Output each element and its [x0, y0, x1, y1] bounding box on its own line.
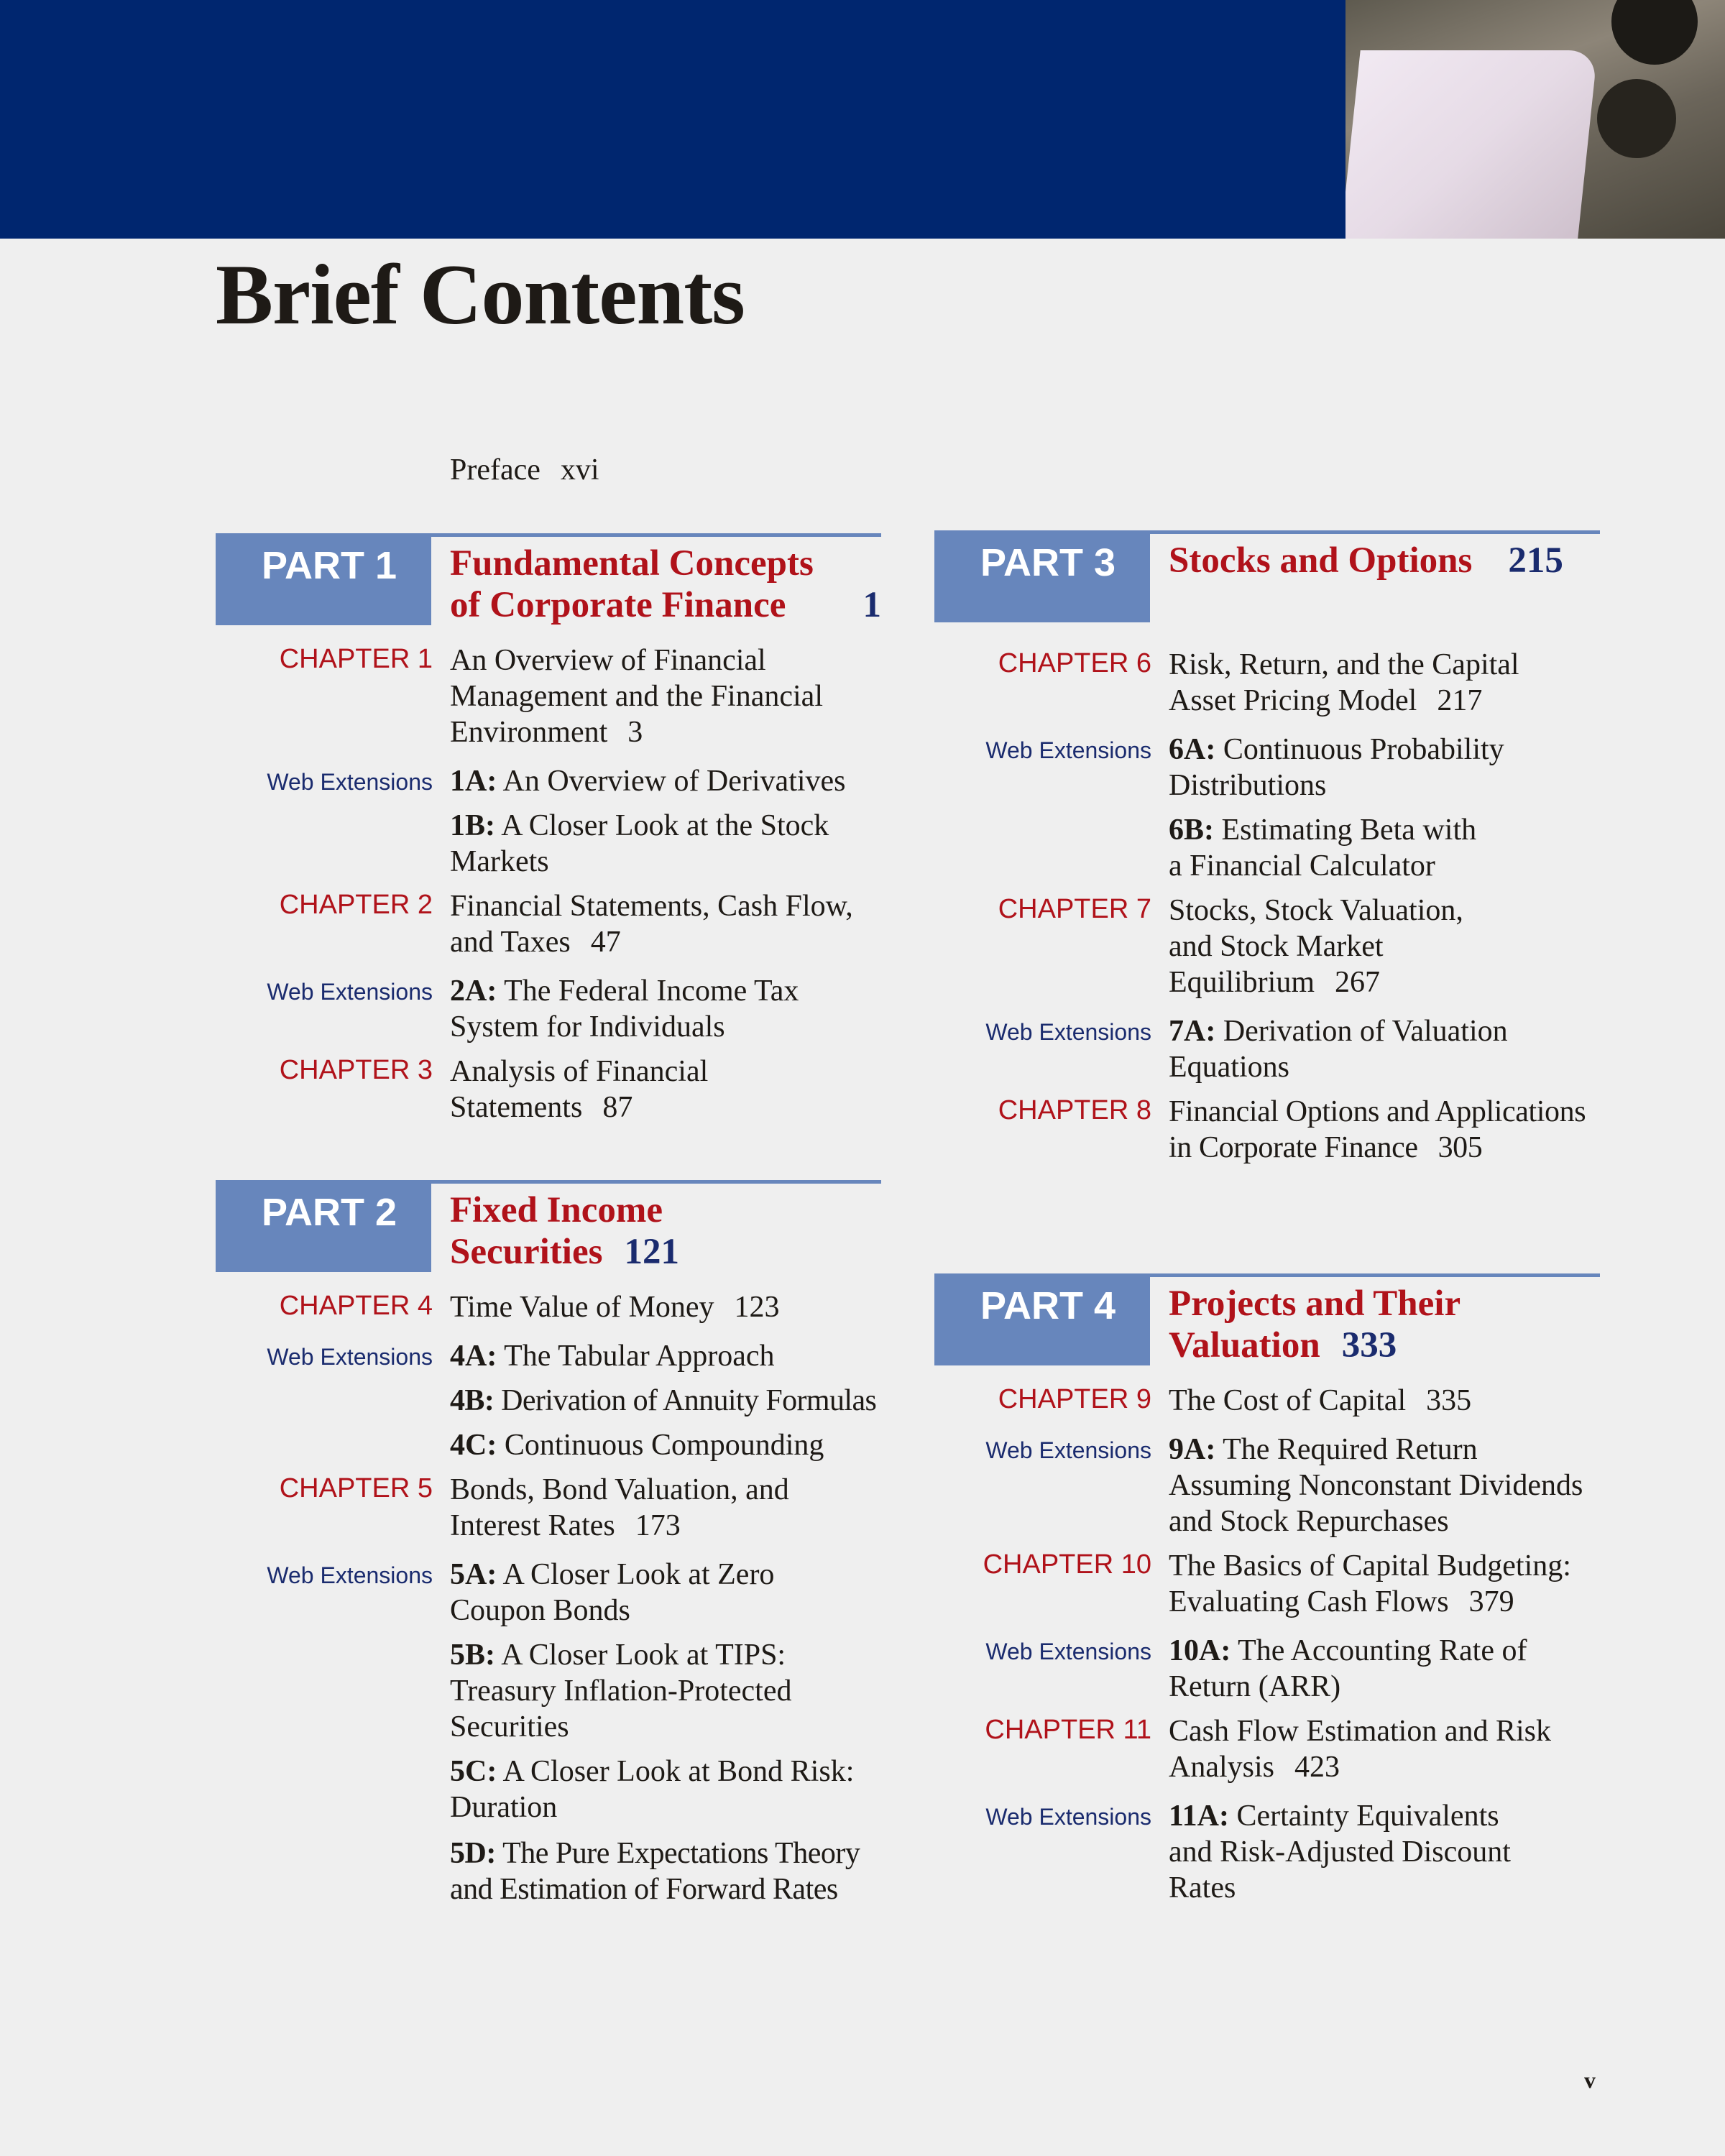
- web-extensions-label: Web Extensions: [985, 737, 1151, 763]
- part-header: [934, 530, 1600, 622]
- chapter-label: CHAPTER 4: [279, 1291, 433, 1321]
- entry-line: and Stock Repurchases: [1169, 1505, 1449, 1538]
- entry-code: 4C:: [450, 1429, 497, 1462]
- entry-line: A Closer Look at Bond Risk:: [502, 1755, 855, 1788]
- toc-entry-web: [267, 973, 799, 1045]
- part-title-line: Fixed Income: [450, 1190, 663, 1230]
- entry-line: Time Value of Money: [450, 1291, 714, 1324]
- entry-code: 7A:: [1169, 1015, 1216, 1048]
- chapter-label: CHAPTER 11: [985, 1715, 1151, 1745]
- toc-entry-chapter: [998, 1383, 1472, 1419]
- toc-entry-chapter: [985, 1713, 1552, 1785]
- entry-page: 123: [734, 1291, 780, 1324]
- entry-page: 47: [590, 926, 621, 959]
- entry-code: 11A:: [1169, 1800, 1229, 1833]
- entry-line: Derivation of Valuation: [1223, 1015, 1508, 1048]
- entry-code: 5C:: [450, 1755, 497, 1788]
- entry-page: 423: [1294, 1751, 1340, 1784]
- chapter-label: CHAPTER 7: [998, 894, 1151, 924]
- chapter-label: CHAPTER 8: [998, 1095, 1151, 1125]
- entry-line: Statements: [450, 1091, 583, 1124]
- part-page: 121: [624, 1232, 679, 1272]
- entry-line: The Pure Expectations Theory: [502, 1837, 860, 1870]
- toc-entry-chapter: [998, 647, 1519, 719]
- entry-line: The Cost of Capital: [1169, 1384, 1407, 1417]
- part-header: [934, 1273, 1600, 1365]
- toc-entry-web: [450, 808, 829, 880]
- entry-line: The Accounting Rate of: [1238, 1634, 1527, 1667]
- toc-entry-web: [450, 1835, 860, 1907]
- entry-line: Bonds, Bond Valuation, and: [450, 1473, 789, 1506]
- entry-line: Treasury Inflation-Protected: [450, 1674, 792, 1708]
- part-header: [216, 1180, 881, 1272]
- entry-line: A Closer Look at the Stock: [501, 809, 829, 842]
- entry-page: 173: [635, 1509, 681, 1542]
- entry-line: Analysis: [1169, 1751, 1274, 1784]
- entry-line: Stocks, Stock Valuation,: [1169, 894, 1463, 927]
- entry-line: Continuous Compounding: [504, 1429, 824, 1462]
- entry-line: The Basics of Capital Budgeting:: [1169, 1549, 1571, 1583]
- entry-line: The Tabular Approach: [504, 1340, 775, 1373]
- preface-label: Preface: [450, 453, 540, 487]
- toc-entry-web: [985, 1013, 1508, 1085]
- entry-line: and Stock Market: [1169, 930, 1384, 963]
- entry-line: Equations: [1169, 1051, 1289, 1084]
- entry-line: An Overview of Derivatives: [502, 765, 846, 798]
- part-page: 215: [1508, 540, 1563, 581]
- toc-entry-web: [267, 1338, 775, 1374]
- part-label: PART 3: [934, 530, 1150, 622]
- entry-line: Coupon Bonds: [450, 1594, 630, 1627]
- chapter-label: CHAPTER 6: [998, 648, 1151, 678]
- entry-code: 1B:: [450, 809, 495, 842]
- part-page: 1: [862, 585, 881, 625]
- entry-line: Assuming Nonconstant Dividends: [1169, 1469, 1583, 1502]
- web-extensions-label: Web Extensions: [985, 1804, 1151, 1830]
- part-label: PART 1: [216, 533, 431, 625]
- chapter-label: CHAPTER 1: [279, 644, 433, 674]
- entry-line: The Required Return: [1223, 1433, 1478, 1466]
- entry-line: and Estimation of Forward Rates: [450, 1873, 838, 1906]
- entry-code: 6A:: [1169, 733, 1216, 766]
- entry-line: Management and the Financial: [450, 680, 823, 713]
- toc-entry-chapter: [279, 1472, 789, 1544]
- entry-line: Financial Options and Applications: [1169, 1095, 1586, 1128]
- web-extensions-label: Web Extensions: [267, 979, 433, 1005]
- chapter-label: CHAPTER 5: [279, 1473, 433, 1503]
- entry-line: Evaluating Cash Flows: [1169, 1585, 1449, 1618]
- entry-line: Interest Rates: [450, 1509, 615, 1542]
- web-extensions-label: Web Extensions: [267, 1562, 433, 1588]
- toc-entry-web: [450, 1637, 792, 1745]
- entry-code: 5A:: [450, 1558, 497, 1591]
- entry-line: Financial Statements, Cash Flow,: [450, 890, 853, 923]
- entry-page: 267: [1335, 966, 1380, 999]
- entry-code: 4A:: [450, 1340, 497, 1373]
- photo-box-shape: [1346, 50, 1598, 239]
- entry-line: The Federal Income Tax: [504, 975, 799, 1008]
- part-title-line: Projects and Their: [1169, 1284, 1461, 1324]
- entry-line: and Risk-Adjusted Discount: [1169, 1835, 1511, 1869]
- entry-code: 1A:: [450, 765, 497, 798]
- entry-line: in Corporate Finance: [1169, 1131, 1418, 1164]
- part-title-line: of Corporate Finance: [450, 585, 786, 625]
- entry-line: Cash Flow Estimation and Risk: [1169, 1715, 1552, 1748]
- part-page: 333: [1341, 1325, 1397, 1365]
- part-title: [1150, 1273, 1600, 1365]
- part-title: [1150, 530, 1600, 622]
- page-number: v: [1584, 2067, 1596, 2093]
- entry-line: Continuous Probability: [1223, 733, 1504, 766]
- toc-entry-chapter: [998, 1094, 1586, 1166]
- part-label: PART 2: [216, 1180, 431, 1272]
- entry-line: Duration: [450, 1791, 558, 1824]
- toc-entry-web: [267, 1557, 775, 1628]
- entry-code: 5B:: [450, 1639, 495, 1672]
- entry-line: Derivation of Annuity Formulas: [501, 1384, 877, 1417]
- toc-entry-web: [1169, 812, 1476, 884]
- entry-line: Environment: [450, 716, 608, 749]
- entry-line: and Taxes: [450, 926, 571, 959]
- toc-entry-web: [450, 1754, 854, 1825]
- entry-line: A Closer Look at TIPS:: [501, 1639, 786, 1672]
- toc-entry-web: [450, 1383, 876, 1419]
- entry-line: Asset Pricing Model: [1169, 684, 1417, 717]
- toc-entry-web: [985, 732, 1504, 803]
- part-title: [431, 1180, 881, 1272]
- entry-line: Securities: [450, 1710, 569, 1743]
- toc-entry-chapter: [998, 893, 1463, 1000]
- web-extensions-label: Web Extensions: [267, 769, 433, 795]
- header-banner: [0, 0, 1346, 239]
- web-extensions-label: Web Extensions: [985, 1639, 1151, 1664]
- entry-page: 305: [1438, 1131, 1483, 1164]
- preface-page: xvi: [560, 453, 599, 487]
- part-label: PART 4: [934, 1273, 1150, 1365]
- chapter-label: CHAPTER 2: [279, 890, 433, 920]
- preface-entry: [450, 453, 599, 487]
- entry-code: 6B:: [1169, 814, 1214, 847]
- photo-shadow-shape: [1597, 79, 1676, 158]
- toc-entry-chapter: [279, 1289, 780, 1325]
- chapter-label: CHAPTER 10: [983, 1549, 1151, 1580]
- entry-page: 87: [602, 1091, 633, 1124]
- entry-code: 9A:: [1169, 1433, 1216, 1466]
- header-photo: [1346, 0, 1725, 239]
- entry-line: Markets: [450, 845, 549, 878]
- entry-line: Analysis of Financial: [450, 1055, 709, 1088]
- entry-line: Certainty Equivalents: [1236, 1800, 1499, 1833]
- part-title-line: Stocks and Options: [1169, 540, 1473, 581]
- chapter-label: CHAPTER 9: [998, 1384, 1151, 1414]
- entry-line: Return (ARR): [1169, 1670, 1341, 1703]
- toc-entry-chapter: [279, 1054, 709, 1125]
- entry-page: 3: [627, 716, 643, 749]
- entry-line: Rates: [1169, 1871, 1236, 1904]
- toc-entry-web: [450, 1427, 824, 1463]
- toc-entry-web: [985, 1432, 1583, 1539]
- entry-line: a Financial Calculator: [1169, 849, 1435, 883]
- entry-code: 10A:: [1169, 1634, 1231, 1667]
- web-extensions-label: Web Extensions: [985, 1019, 1151, 1045]
- entry-line: An Overview of Financial: [450, 644, 766, 677]
- entry-page: 379: [1468, 1585, 1514, 1618]
- toc-entry-chapter: [279, 888, 853, 960]
- photo-shadow-shape: [1611, 0, 1698, 65]
- toc-entry-chapter: [983, 1548, 1571, 1620]
- entry-line: Estimating Beta with: [1221, 814, 1477, 847]
- part-header: [216, 533, 881, 625]
- chapter-label: CHAPTER 3: [279, 1055, 433, 1085]
- part-title-row: [450, 584, 881, 626]
- entry-line: Equilibrium: [1169, 966, 1315, 999]
- toc-entry-web: [267, 763, 846, 799]
- entry-code: 4B:: [450, 1384, 494, 1417]
- entry-line: System for Individuals: [450, 1010, 725, 1044]
- part-title-line: Securities: [450, 1232, 603, 1272]
- web-extensions-label: Web Extensions: [985, 1437, 1151, 1463]
- toc-entry-web: [985, 1633, 1527, 1705]
- entry-line: A Closer Look at Zero: [502, 1558, 775, 1591]
- entry-line: Distributions: [1169, 769, 1327, 802]
- entry-line: Risk, Return, and the Capital: [1169, 648, 1519, 681]
- entry-code: 2A:: [450, 975, 497, 1008]
- entry-code: 5D:: [450, 1837, 496, 1870]
- page-title: Brief Contents: [216, 247, 745, 342]
- toc-entry-web: [985, 1798, 1511, 1906]
- web-extensions-label: Web Extensions: [267, 1344, 433, 1370]
- part-title: [431, 533, 881, 625]
- toc-entry-chapter: [279, 642, 823, 750]
- part-title-line: Fundamental Concepts: [450, 543, 814, 584]
- entry-page: 335: [1426, 1384, 1472, 1417]
- entry-page: 217: [1437, 684, 1483, 717]
- part-title-line: Valuation: [1169, 1325, 1320, 1365]
